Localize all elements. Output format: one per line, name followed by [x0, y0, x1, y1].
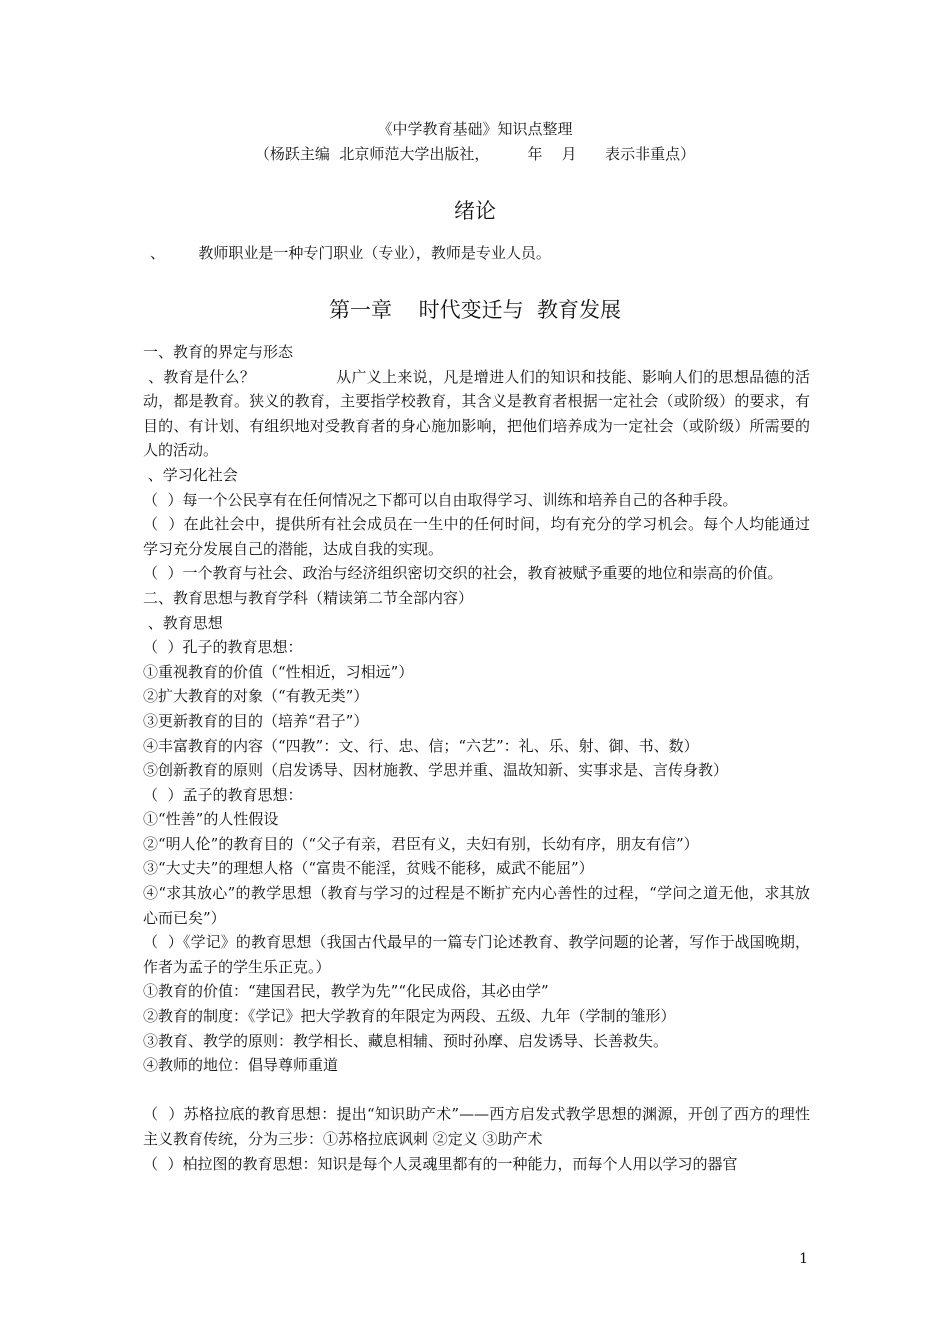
text-line: ②扩大教育的对象（“有教无类”）	[143, 687, 369, 706]
blank-line	[143, 1078, 810, 1103]
text-line: （ ）孔子的教育思想：	[143, 638, 303, 657]
page-number: 1	[799, 1251, 808, 1267]
text-line: 二、教育思想与教育学科（精读第二节全部内容）	[143, 588, 474, 607]
text-line: （ ）一个教育与社会、政治与经济组织密切交织的社会，教育被赋予重要的地位和崇高的价值。	[143, 564, 783, 583]
text-line: ②教育的制度：《学记》把大学教育的年限定为两段、五级、九年（学制的雏形）	[143, 1007, 676, 1026]
text-line: 、学习化社会	[143, 465, 238, 484]
text-line: （ ）每一个公民享有在任何情况之下都可以自由取得学习、训练和培养自己的各种手段。	[143, 490, 738, 509]
intro-heading: 绪论	[454, 199, 496, 223]
text-line: ①重视教育的价值（“性相近，习相远”）	[143, 662, 414, 681]
text-line: （ ）柏拉图的教育思想：知识是每个人灵魂里都有的一种能力，而每个人用以学习的器官	[143, 1154, 738, 1173]
text-line: ④丰富教育的内容（“四教”：文、行、忠、信；“六艺”：礼、乐、射、御、书、数）	[143, 736, 699, 755]
document-title: 《中学教育基础》知识点整理	[377, 120, 573, 138]
text-line: ③“大丈夫”的理想人格（“富贵不能淫，贫贱不能移，威武不能屈”）	[143, 859, 594, 878]
text-line: 、教育是什么？ 从广义上来说，凡是增进人们的知识和技能、影响人们的思想品德的活动，都是教育。狭义的教育，主要指学校教育，其含义是教育者根据一定社会（或阶级）的要求，有目的、有计划、有组织地对受教育者的身心施加影响，把他们培养成为一定社会（或阶级）所需要的人的活动。	[143, 367, 810, 460]
text-line: （ ）苏格拉底的教育思想：提出“知识助产术”——西方启发式教学思想的渊源，开创了西方的理性主义教育传统，分为三步：①苏格拉底讽刺 ②定义 ③助产术	[143, 1105, 810, 1148]
chapter-body	[143, 340, 810, 1176]
text-line: 、教育思想	[143, 613, 223, 632]
text-line: ⑤创新教育的原则（启发诱导、因材施教、学思并重、温故知新、实事求是、言传身教）	[143, 761, 729, 780]
text-line: 一、教育的界定与形态	[143, 343, 294, 361]
document-subtitle: （杨跃主编 北京师范大学出版社， 年 月 表示非重点）	[254, 145, 696, 163]
text-line: （ ）在此社会中，提供所有社会成员在一生中的任何时间，均有充分的学习机会。每个人均能通过学习充分发展自己的潜能，达成自我的实现。	[143, 515, 810, 558]
text-line: ④“求其放心”的教学思想（教育与学习的过程是不断扩充内心善性的过程，“学问之道无他，求其放心而已矣”）	[143, 884, 810, 927]
text-line: ③教育、教学的原则：教学相长、藏息相辅、预时孙摩、启发诱导、长善救失。	[143, 1031, 669, 1050]
text-line: ②“明人伦”的教育目的（“父子有亲，君臣有义，夫妇有别，长幼有序，朋友有信”）	[143, 834, 699, 853]
text-line: ①“性善”的人性假设	[143, 810, 279, 829]
chapter-1-heading: 第一章 时代变迁与 教育发展	[328, 298, 622, 322]
text-line: ③更新教育的目的（培养“君子”）	[143, 711, 369, 730]
text-line: （ ）孟子的教育思想：	[143, 785, 303, 804]
text-line: ④教师的地位：倡导尊师重道	[143, 1056, 339, 1075]
intro-line: 、 教师职业是一种专门职业（专业），教师是专业人员。	[150, 244, 551, 262]
text-line: ①教育的价值：“建国君民，教学为先”“化民成俗，其必由学”	[143, 982, 549, 1001]
text-line: （ ）《学记》的教育思想（我国古代最早的一篇专门论述教育、教学问题的论著，写作于战国晚期，作者为孟子的学生乐正克。）	[143, 933, 810, 976]
